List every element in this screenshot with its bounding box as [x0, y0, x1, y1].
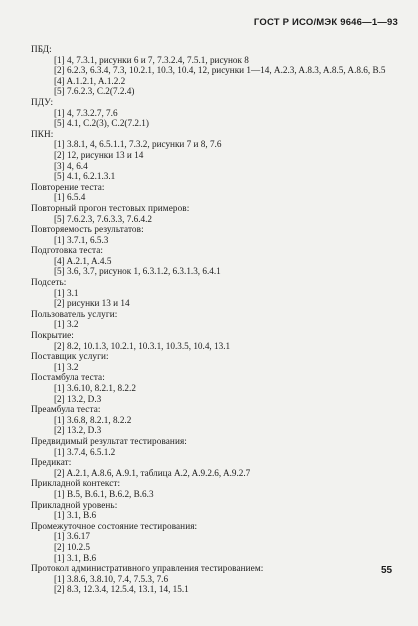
index-term: Повторяемость результатов:: [31, 224, 144, 235]
index-entry: [31, 309, 401, 330]
index-term: ПКН:: [31, 128, 54, 139]
index-reference: [1] 3.2: [54, 361, 79, 372]
index-reference: [1] 3.1, B.6: [54, 552, 97, 563]
index-reference: [2] 10.2.5: [54, 541, 90, 552]
index-reference: [5] 4.1, 6.2.1.3.1: [54, 171, 116, 182]
index-reference: [1] 3.6.17: [54, 531, 90, 542]
index-reference: [1] 3.2: [54, 319, 79, 330]
index-entry: [31, 224, 401, 245]
running-header: ГОСТ Р ИСО/МЭК 9646—1—93: [253, 17, 398, 28]
index-reference: [2] рисунки 13 и 14: [54, 298, 130, 309]
index-reference: [1] 3.8.1, 4, 6.5.1.1, 7.3.2, рисунки 7 и 8, 7.6: [54, 139, 222, 150]
index-entry: [31, 129, 401, 182]
index-list: [31, 44, 401, 595]
index-reference: [1] 3.7.1, 6.5.3: [54, 234, 109, 245]
index-term: Предвидимый результат тестирования:: [31, 435, 187, 446]
index-entry: [31, 245, 401, 277]
index-term: Пользователь услуги:: [31, 308, 118, 319]
index-reference: [4] A.1.2.1, A.1.2.2: [54, 75, 126, 86]
index-reference: [2] 13.2, D.3: [54, 425, 102, 436]
index-reference: [4] A.2.1, A.4.5: [54, 255, 112, 266]
index-reference: [1] 3.1: [54, 287, 79, 298]
page-number: 55: [381, 565, 393, 576]
index-entry: [31, 76, 401, 97]
index-reference: [1] 3.7.4, 6.5.1.2: [54, 446, 116, 457]
index-reference: [2] 13.2, D.3: [54, 393, 102, 404]
index-entry: [31, 351, 401, 372]
index-term: Подготовка теста:: [31, 245, 104, 256]
index-reference: [1] 3.8.6, 3.8.10, 7.4, 7.5.3, 7.6: [54, 573, 169, 584]
index-term: ПБД:: [31, 44, 52, 54]
index-term: Протокол административного управления тестированием:: [31, 563, 264, 574]
index-term: Постамбула теста:: [31, 372, 105, 383]
index-entry: [31, 372, 401, 404]
index-entry: [31, 563, 401, 595]
index-term: Повторный прогон тестовых примеров:: [31, 202, 190, 213]
index-entry: [31, 330, 401, 351]
index-term: Повторение теста:: [31, 181, 105, 192]
index-reference: [1] 3.6.10, 8.2.1, 8.2.2: [54, 383, 136, 393]
index-reference: [5] 7.6.2.3, 7.6.3.3, 7.6.4.2: [54, 213, 152, 224]
index-reference: [5] 7.6.2.3, C.2(7.2.4): [54, 86, 135, 97]
index-entry: [31, 44, 401, 76]
index-term: Подсеть:: [31, 277, 67, 288]
index-reference: [5] 4.1, C.2(3), C.2(7.2.1): [54, 118, 149, 129]
index-term: Промежуточное состояние тестирования:: [31, 520, 198, 531]
index-term: Прикладной уровень:: [31, 499, 118, 510]
index-reference: [2] 8.3, 12.3.4, 12.5.4, 13.1, 14, 15.1: [54, 584, 189, 595]
index-reference: [1] 4, 7.3.1, рисунки 6 и 7, 7.3.2.4, 7.5.1, рисунок 8: [54, 54, 249, 65]
index-entry: [31, 277, 401, 309]
index-reference: [1] 3.6.8, 8.2.1, 8.2.2: [54, 414, 132, 425]
index-reference: [5] 3.6, 3.7, рисунок 1, 6.3.1.2, 6.3.1.3, 6.4.1: [54, 266, 221, 277]
index-reference: [2] 8.2, 10.1.3, 10.2.1, 10.3.1, 10.3.5, 10.4, 13.1: [54, 340, 231, 351]
index-reference: [2] A.2.1, A.8.6, A.9.1, таблица A.2, A.9.2.6, A.9.2.7: [54, 467, 251, 478]
index-entry: [31, 500, 401, 521]
index-entry: [31, 478, 401, 499]
index-term: Преамбула теста:: [31, 404, 101, 415]
index-entry: [31, 97, 401, 129]
index-reference: [1] 4, 7.3.2.7, 7.6: [54, 107, 118, 118]
index-entry: [31, 436, 401, 457]
index-entry: [31, 457, 401, 478]
index-entry: [31, 203, 401, 224]
index-reference: [3] 4, 6.4: [54, 160, 88, 171]
index-entry: [31, 182, 401, 203]
index-reference: [2] 6.2.3, 6.3.4, 7.3, 10.2.1, 10.3, 10.4, 12, рисунки 1—14, A.2.3, A.8.3, A.8.5, A.8.6, B.5: [54, 65, 386, 76]
index-reference: [1] 3.1, B.6: [54, 510, 97, 521]
index-term: Прикладной контекст:: [31, 478, 121, 489]
index-reference: [1] B.5, B.6.1, B.6.2, B.6.3: [54, 488, 154, 499]
index-term: Предикат:: [31, 457, 72, 468]
index-entry: [31, 404, 401, 436]
index-entry: [31, 521, 401, 563]
index-term: Поставщик услуги:: [31, 351, 109, 362]
index-reference: [1] 6.5.4: [54, 192, 86, 203]
index-term: Покрытие:: [31, 330, 74, 341]
index-term: ПДУ:: [31, 96, 54, 107]
index-reference: [2] 12, рисунки 13 и 14: [54, 149, 144, 160]
